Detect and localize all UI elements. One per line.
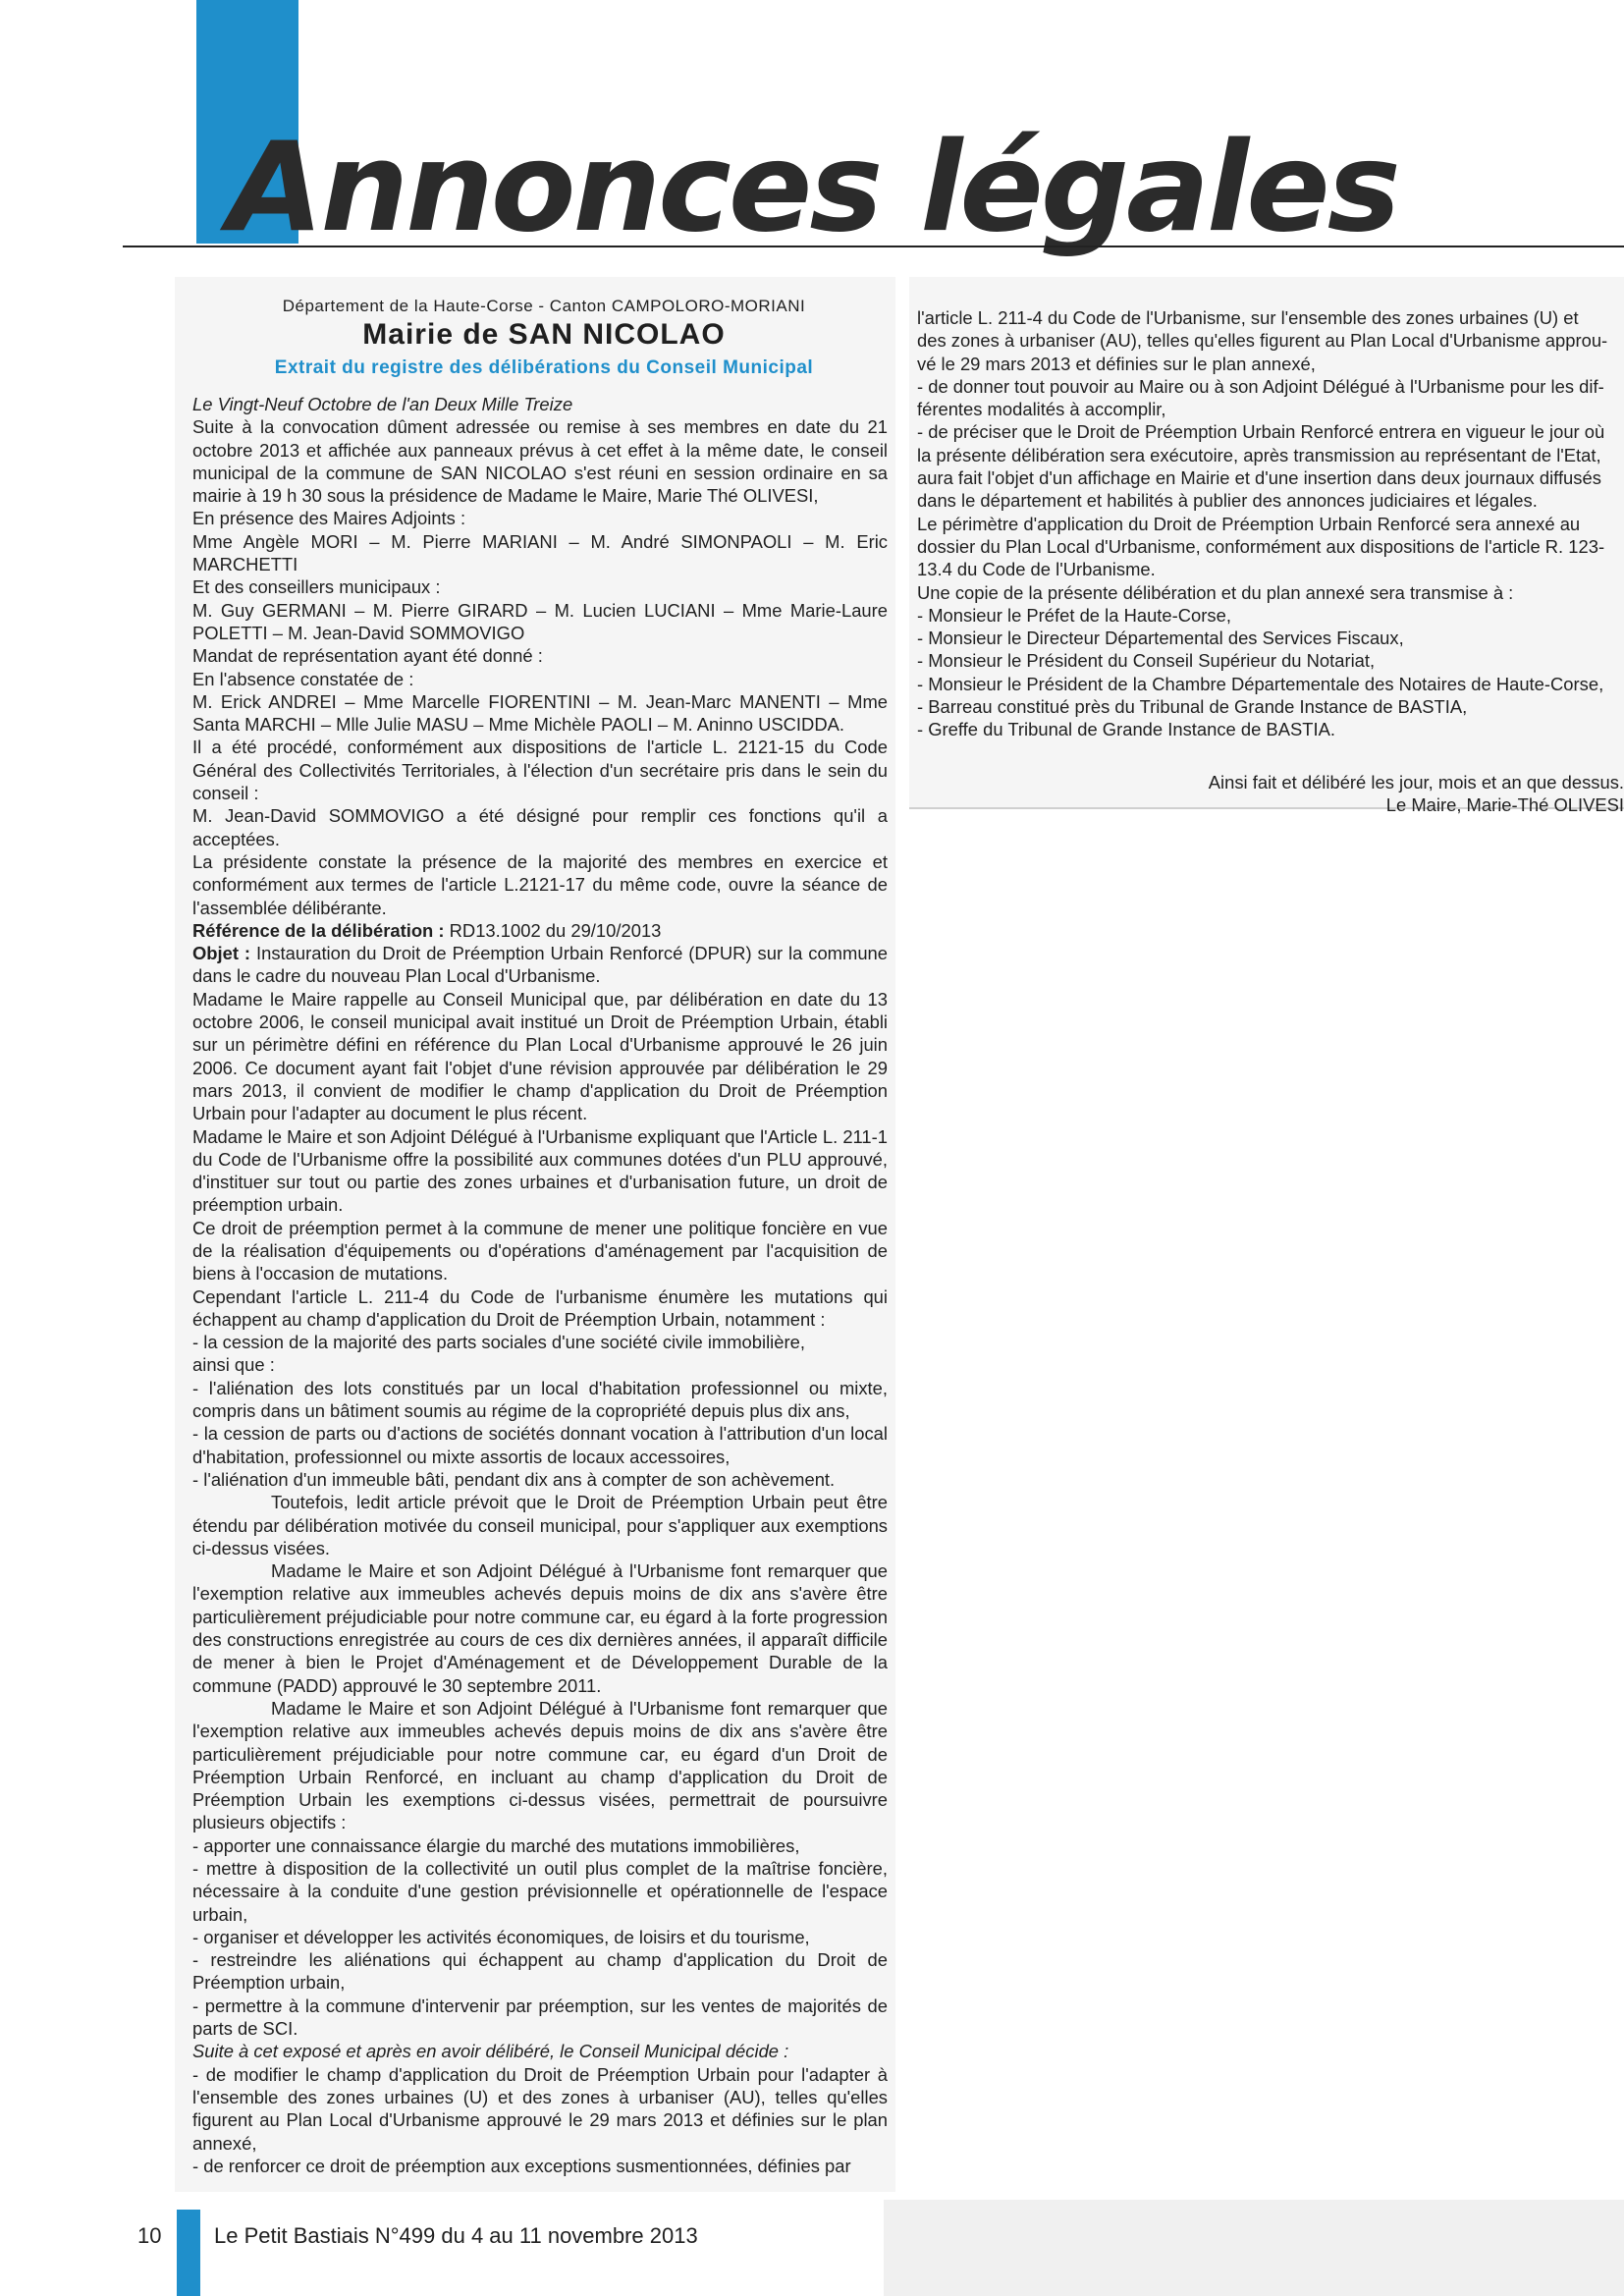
list-item: - la cession de parts ou d'actions de sociétés donnant vocation à l'attribution d'un local d'habitation, professionnel ou mixte assortis de locaux accessoires, [192,1423,888,1467]
text-line: Le périmètre d'application du Droit de Préemption Urbain Renforcé sera annexé au [917,513,1581,534]
text-line: Une copie de la présente délibération et du plan annexé sera transmise à : [917,581,1514,603]
paragraph: M. Erick ANDREI – Mme Marcelle FIORENTINI – M. Jean-Marc MANENTI – Mme Santa MARCHI – Mlle Julie MASU – Mme Michèle PAOLI – M. Aninno USCIDDA. [192,690,888,736]
reference-line [192,919,888,942]
text-line: l'article L. 211-4 du Code de l'Urbanisme, sur l'ensemble des zones urbaines (U) et [917,307,1579,328]
signature: Le Maire, Marie-Thé OLIVESI [1385,793,1624,815]
paragraph: En présence des Maires Adjoints : [192,508,466,529]
recipient-item: - Monsieur le Président du Conseil Supérieur du Notariat, [917,650,1376,672]
recipient-item: - Monsieur le Président de la Chambre Départementale des Notaires de Haute-Corse, [917,673,1604,694]
footer-accent-bar [177,2210,200,2296]
reference-value: RD13.1002 du 29/10/2013 [444,919,662,941]
object-value: Instauration du Droit de Préemption Urbain Renforcé (DPUR) sur la commune dans le cadre du nouveau Plan Local d'Urbanisme. [192,943,888,987]
list-item: - restreindre les aliénations qui échappent au champ d'application du Droit de Préemption urbain, [192,1949,888,1994]
text-line: - de préciser que le Droit de Préemption Urbain Renforcé entrera en vigueur le jour où [917,421,1605,443]
reference-label: Référence de la délibération : [192,919,445,941]
title-rule [123,246,1624,247]
announcement-header [175,297,895,379]
paragraph: La présidente constate la présence de la majorité des membres en exercice et conformément aux termes de l'article L.2121-17 du même code, ouvre la séance de l'assemblée délibérante. [192,850,888,918]
closing-formula: Ainsi fait et délibéré les jour, mois et an que dessus. [1208,771,1624,793]
recipient-item: - Barreau constitué près du Tribunal de Grande Instance de BASTIA, [917,696,1468,718]
list-item: - apporter une connaissance élargie du marché des mutations immobilières, [192,1834,800,1856]
paragraph: Madame le Maire et son Adjoint Délégué à l'Urbanisme font remarquer que l'exemption relative aux immeubles achevés depuis moins de dix ans s'avère être particulièrement préjudiciable pour notre commune car, eu égard d'un Droit de Préemption Urbain Renforcé, en incluant au champ d'application du Droit de Préemption Urbain les exemptions ci-dessus visées, permettrait de poursuivre plusieurs objectifs : [192,1697,888,1833]
paragraph: Mme Angèle MORI – M. Pierre MARIANI – M. André SIMONPAOLI – M. Eric MARCHETTI [192,530,888,575]
text-line: des zones à urbaniser (AU), telles qu'elles figurent au Plan Local d'Urbanisme approu- [917,330,1608,352]
recipient-item: - Monsieur le Préfet de la Haute-Corse, [917,604,1231,626]
page-number: 10 [137,2223,162,2248]
paragraph: Il a été procédé, conformément aux dispositions de l'article L. 2121-15 du Code Général des Collectivités Territoriales, à l'élection d'un secrétaire pris dans le sein du conseil : [192,737,888,804]
paragraph: ainsi que : [192,1354,275,1376]
page-edge-shade [884,2200,1624,2296]
text-line: vé le 29 mars 2013 et définies sur le plan annexé, [917,353,1316,374]
paragraph: Le Vingt-Neuf Octobre de l'an Deux Mille Treize [192,394,573,414]
mairie-title: Mairie de SAN NICOLAO [362,318,726,351]
paragraph: M. Guy GERMANI – M. Pierre GIRARD – M. Lucien LUCIANI – Mme Marie-Laure POLETTI – M. Jean-David SOMMOVIGO [192,599,888,643]
department-line: Département de la Haute-Corse - Canton CAMPOLORO-MORIANI [282,297,806,315]
object-line [192,942,888,988]
extrait-subtitle: Extrait du registre des délibérations du Conseil Municipal [274,357,814,378]
paragraph: Mandat de représentation ayant été donné : [192,645,543,667]
paragraph: En l'absence constatée de : [192,668,414,689]
section-title: Annonces légales [228,115,1398,259]
paragraph: M. Jean-David SOMMOVIGO a été désigné pour remplir ces fonctions qu'il a acceptées. [192,805,888,849]
object-label: Objet : [192,943,251,964]
text-line: 13.4 du Code de l'Urbanisme. [917,559,1156,580]
text-line: férentes modalités à accomplir, [917,399,1166,420]
paragraph: Suite à la convocation dûment adressée ou remise à ses membres en date du 21 octobre 2013 et affichée aux panneaux prévus à cet effet à la même date, le conseil municipal de la commune de SAN NICOLAO s'est réuni en session ordinaire en sa mairie à 19 h 30 sous la présidence de Madame le Maire, Marie Thé OLIVESI, [192,416,888,507]
list-item: - l'aliénation d'un immeuble bâti, pendant dix ans à compter de son achèvement. [192,1468,836,1490]
recipient-item: - Monsieur le Directeur Départemental des Services Fiscaux, [917,628,1404,649]
list-item: - de renforcer ce droit de préemption aux exceptions susmentionnées, définies par [192,2155,851,2176]
announcement-left-column [175,277,895,2192]
deliberation-text [175,393,895,2177]
list-item: - la cession de la majorité des parts sociales d'une société civile immobilière, [192,1332,805,1353]
paragraph: Toutefois, ledit article prévoit que le Droit de Préemption Urbain peut être étendu par délibération motivée du conseil municipal, pour s'appliquer aux exemptions ci-dessus visées. [192,1492,888,1558]
text-line: aura fait l'objet d'un affichage en Mairie et d'une insertion dans deux journaux diffusés [917,467,1601,489]
paragraph: Madame le Maire et son Adjoint Délégué à l'Urbanisme expliquant que l'Article L. 211-1 du Code de l'Urbanisme offre la possibilité aux communes dotées d'un PLU approuvé, d'instituer sur tout ou partie des zones urbaines et d'urbanisation future, un droit de préemption urbain. [192,1125,888,1216]
text-line: dossier du Plan Local d'Urbanisme, conformément aux dispositions de l'article R. 123- [917,535,1605,557]
paragraph: Madame le Maire et son Adjoint Délégué à l'Urbanisme font remarquer que l'exemption relative aux immeubles achevés depuis moins de dix ans s'avère être particulièrement préjudiciable pour notre commune car, eu égard à la forte progression des constructions enregistrée au cours de ces dix dernières années, il apparaît difficile de mener à bien le Projet d'Aménagement et de Développement Durable de la commune (PADD) approuvé le 30 septembre 2011. [192,1560,888,1696]
text-line: dans le département et habilités à publier des annonces judiciaires et légales. [917,490,1538,512]
paragraph: Cependant l'article L. 211-4 du Code de l'urbanisme énumère les mutations qui échappent au champ d'application du Droit de Préemption Urbain, notamment : [192,1285,888,1330]
list-item: - l'aliénation des lots constitués par un local d'habitation professionnel ou mixte, compris dans un bâtiment soumis au régime de la copropriété depuis plus dix ans, [192,1377,888,1422]
text-line: - de donner tout pouvoir au Maire ou à son Adjoint Délégué à l'Urbanisme pour les dif- [917,375,1604,397]
recipient-item: - Greffe du Tribunal de Grande Instance de BASTIA. [917,719,1335,740]
publication-footer: Le Petit Bastiais N°499 du 4 au 11 novembre 2013 [214,2223,698,2248]
list-item: - organiser et développer les activités économiques, de loisirs et du tourisme, [192,1926,810,1947]
spacer [917,741,1624,771]
text-line: la présente délibération sera exécutoire, après transmission au représentant de l'Etat, [917,444,1601,465]
deliberation-continuation [909,277,1624,816]
list-item: - mettre à disposition de la collectivité un outil plus complet de la maîtrise foncière, nécessaire à la conduite d'une gestion prévisionnelle et opérationnelle de l'espace urbain, [192,1858,888,1925]
list-item: - de modifier le champ d'application du Droit de Préemption Urbain pour l'adapter à l'ensemble des zones urbaines (U) et des zones à urbaniser (AU), telles qu'elles figurent au Plan Local d'Urbanisme approuvé le 29 mars 2013 et définies sur le plan annexé, [192,2063,888,2154]
decision-intro: Suite à cet exposé et après en avoir délibéré, le Conseil Municipal décide : [192,2041,789,2062]
announcement-right-column [909,277,1624,815]
paragraph: Et des conseillers municipaux : [192,576,441,598]
paragraph: Ce droit de préemption permet à la commune de mener une politique foncière en vue de la réalisation d'équipements ou d'opérations d'aménagement par l'acquisition de biens à l'occasion de mutations. [192,1217,888,1285]
list-item: - permettre à la commune d'intervenir par préemption, sur les ventes de majorités de parts de SCI. [192,1995,888,2040]
paragraph: Madame le Maire rappelle au Conseil Municipal que, par délibération en date du 13 octobre 2006, le conseil municipal avait institué un Droit de Préemption Urbain, établi sur un périmètre défini en référence du Plan Local d'Urbanisme approuvé le 26 juin 2006. Ce document ayant fait l'objet d'une révision approuvée par délibération le 29 mars 2013, il convient de modifier le champ d'application du Droit de Préemption Urbain pour l'adapter au document le plus récent. [192,988,888,1124]
